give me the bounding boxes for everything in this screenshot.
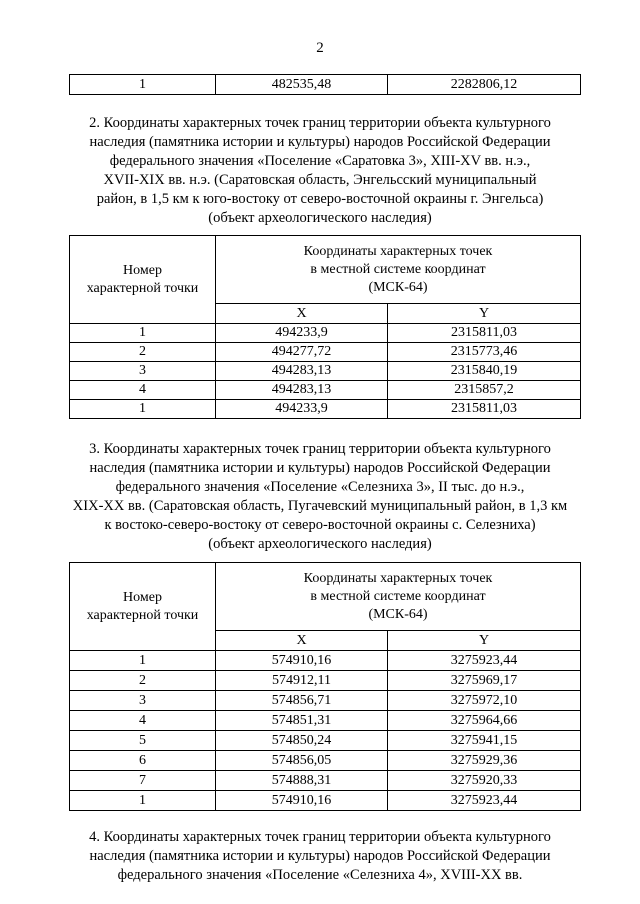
y-cell: 3275941,15: [388, 731, 581, 751]
x-header: X: [216, 304, 388, 324]
point-number-cell: 4: [70, 381, 216, 400]
y-cell: 3275929,36: [388, 751, 581, 771]
x-cell: 494283,13: [216, 362, 388, 381]
x-cell: 574888,31: [216, 771, 388, 791]
table-row: [70, 400, 581, 419]
y-cell: 3275972,10: [388, 691, 581, 711]
point-number-cell: 1: [70, 400, 216, 419]
x-cell: 494277,72: [216, 343, 388, 362]
point-number-header: Номер характерной точки: [70, 563, 216, 651]
table-header-row: [70, 236, 581, 304]
point-number-cell: 2: [70, 343, 216, 362]
y-cell: 2282806,12: [388, 75, 581, 95]
point-number-cell: 1: [70, 75, 216, 95]
point-number-cell: 3: [70, 362, 216, 381]
x-cell: 494233,9: [216, 400, 388, 419]
x-cell: 482535,48: [216, 75, 388, 95]
table-row: [70, 362, 581, 381]
x-cell: 574856,05: [216, 751, 388, 771]
point-number-cell: 6: [70, 751, 216, 771]
coordinates-group-header: Координаты характерных точек в местной системе координат (МСК-64): [216, 563, 581, 631]
table-row: [70, 751, 581, 771]
table-row: [70, 711, 581, 731]
table-row: [70, 343, 581, 362]
point-number-header: Номер характерной точки: [70, 236, 216, 324]
table-row: [70, 731, 581, 751]
y-header: Y: [388, 631, 581, 651]
x-cell: 574912,11: [216, 671, 388, 691]
x-cell: 574851,31: [216, 711, 388, 731]
table-row: [70, 671, 581, 691]
x-cell: 494233,9: [216, 324, 388, 343]
point-number-cell: 5: [70, 731, 216, 751]
x-cell: 574910,16: [216, 791, 388, 811]
table-row: [70, 324, 581, 343]
table-row: [70, 771, 581, 791]
y-cell: 3275923,44: [388, 791, 581, 811]
point-number-cell: 2: [70, 671, 216, 691]
x-cell: 494283,13: [216, 381, 388, 400]
y-cell: 3275923,44: [388, 651, 581, 671]
y-cell: 2315773,46: [388, 343, 581, 362]
section-4-heading: 4. Координаты характерных точек границ территории объекта культурного наследия (памятника истории и культуры) народов Российской Федерации федерального значения «Поселение «Селезниха 4», XVIII-XX вв.: [89, 829, 551, 883]
x-cell: 574910,16: [216, 651, 388, 671]
point-number-cell: 1: [70, 651, 216, 671]
coordinates-group-header: Координаты характерных точек в местной системе координат (МСК-64): [216, 236, 581, 304]
y-cell: 3275964,66: [388, 711, 581, 731]
x-header: X: [216, 631, 388, 651]
point-number-cell: 7: [70, 771, 216, 791]
section-2-heading: 2. Координаты характерных точек границ территории объекта культурного наследия (памятника истории и культуры) народов Российской Федерации федерального значения «Поселение «Саратовка 3», XIII-XV вв. н.э., XVII-XIX вв. н.э. (Саратовская область, Энгельсский муниципальный район, в 1,5 км к юго-востоку от северо-восточной окраины г. Энгельса) (объект археологического наследия): [89, 115, 551, 226]
x-cell: 574850,24: [216, 731, 388, 751]
y-cell: 2315857,2: [388, 381, 581, 400]
point-number-cell: 1: [70, 324, 216, 343]
y-cell: 2315811,03: [388, 400, 581, 419]
y-cell: 2315840,19: [388, 362, 581, 381]
table-header-row: [70, 563, 581, 631]
point-number-cell: 1: [70, 791, 216, 811]
section-3-heading: 3. Координаты характерных точек границ территории объекта культурного наследия (памятника истории и культуры) народов Российской Федерации федерального значения «Поселение «Селезниха 3», II тыс. до н.э., XIX-XX вв. (Саратовская область, Пугачевский муниципальный район, в 1,3 км к востоко-северо-востоку от северо-восточной окраины с. Селезниха) (объект археологического наследия): [72, 441, 568, 552]
y-cell: 3275920,33: [388, 771, 581, 791]
x-cell: 574856,71: [216, 691, 388, 711]
table-row: [70, 691, 581, 711]
table-row: [70, 75, 581, 95]
section-3-coordinates-table: [69, 562, 581, 811]
section-2-coordinates-table: [69, 235, 581, 419]
table-row: [70, 791, 581, 811]
table-row: [70, 381, 581, 400]
table-row: [70, 651, 581, 671]
page-number: 2: [316, 40, 324, 56]
top-coordinates-table: [69, 74, 581, 95]
y-cell: 2315811,03: [388, 324, 581, 343]
y-header: Y: [388, 304, 581, 324]
y-cell: 3275969,17: [388, 671, 581, 691]
point-number-cell: 3: [70, 691, 216, 711]
point-number-cell: 4: [70, 711, 216, 731]
